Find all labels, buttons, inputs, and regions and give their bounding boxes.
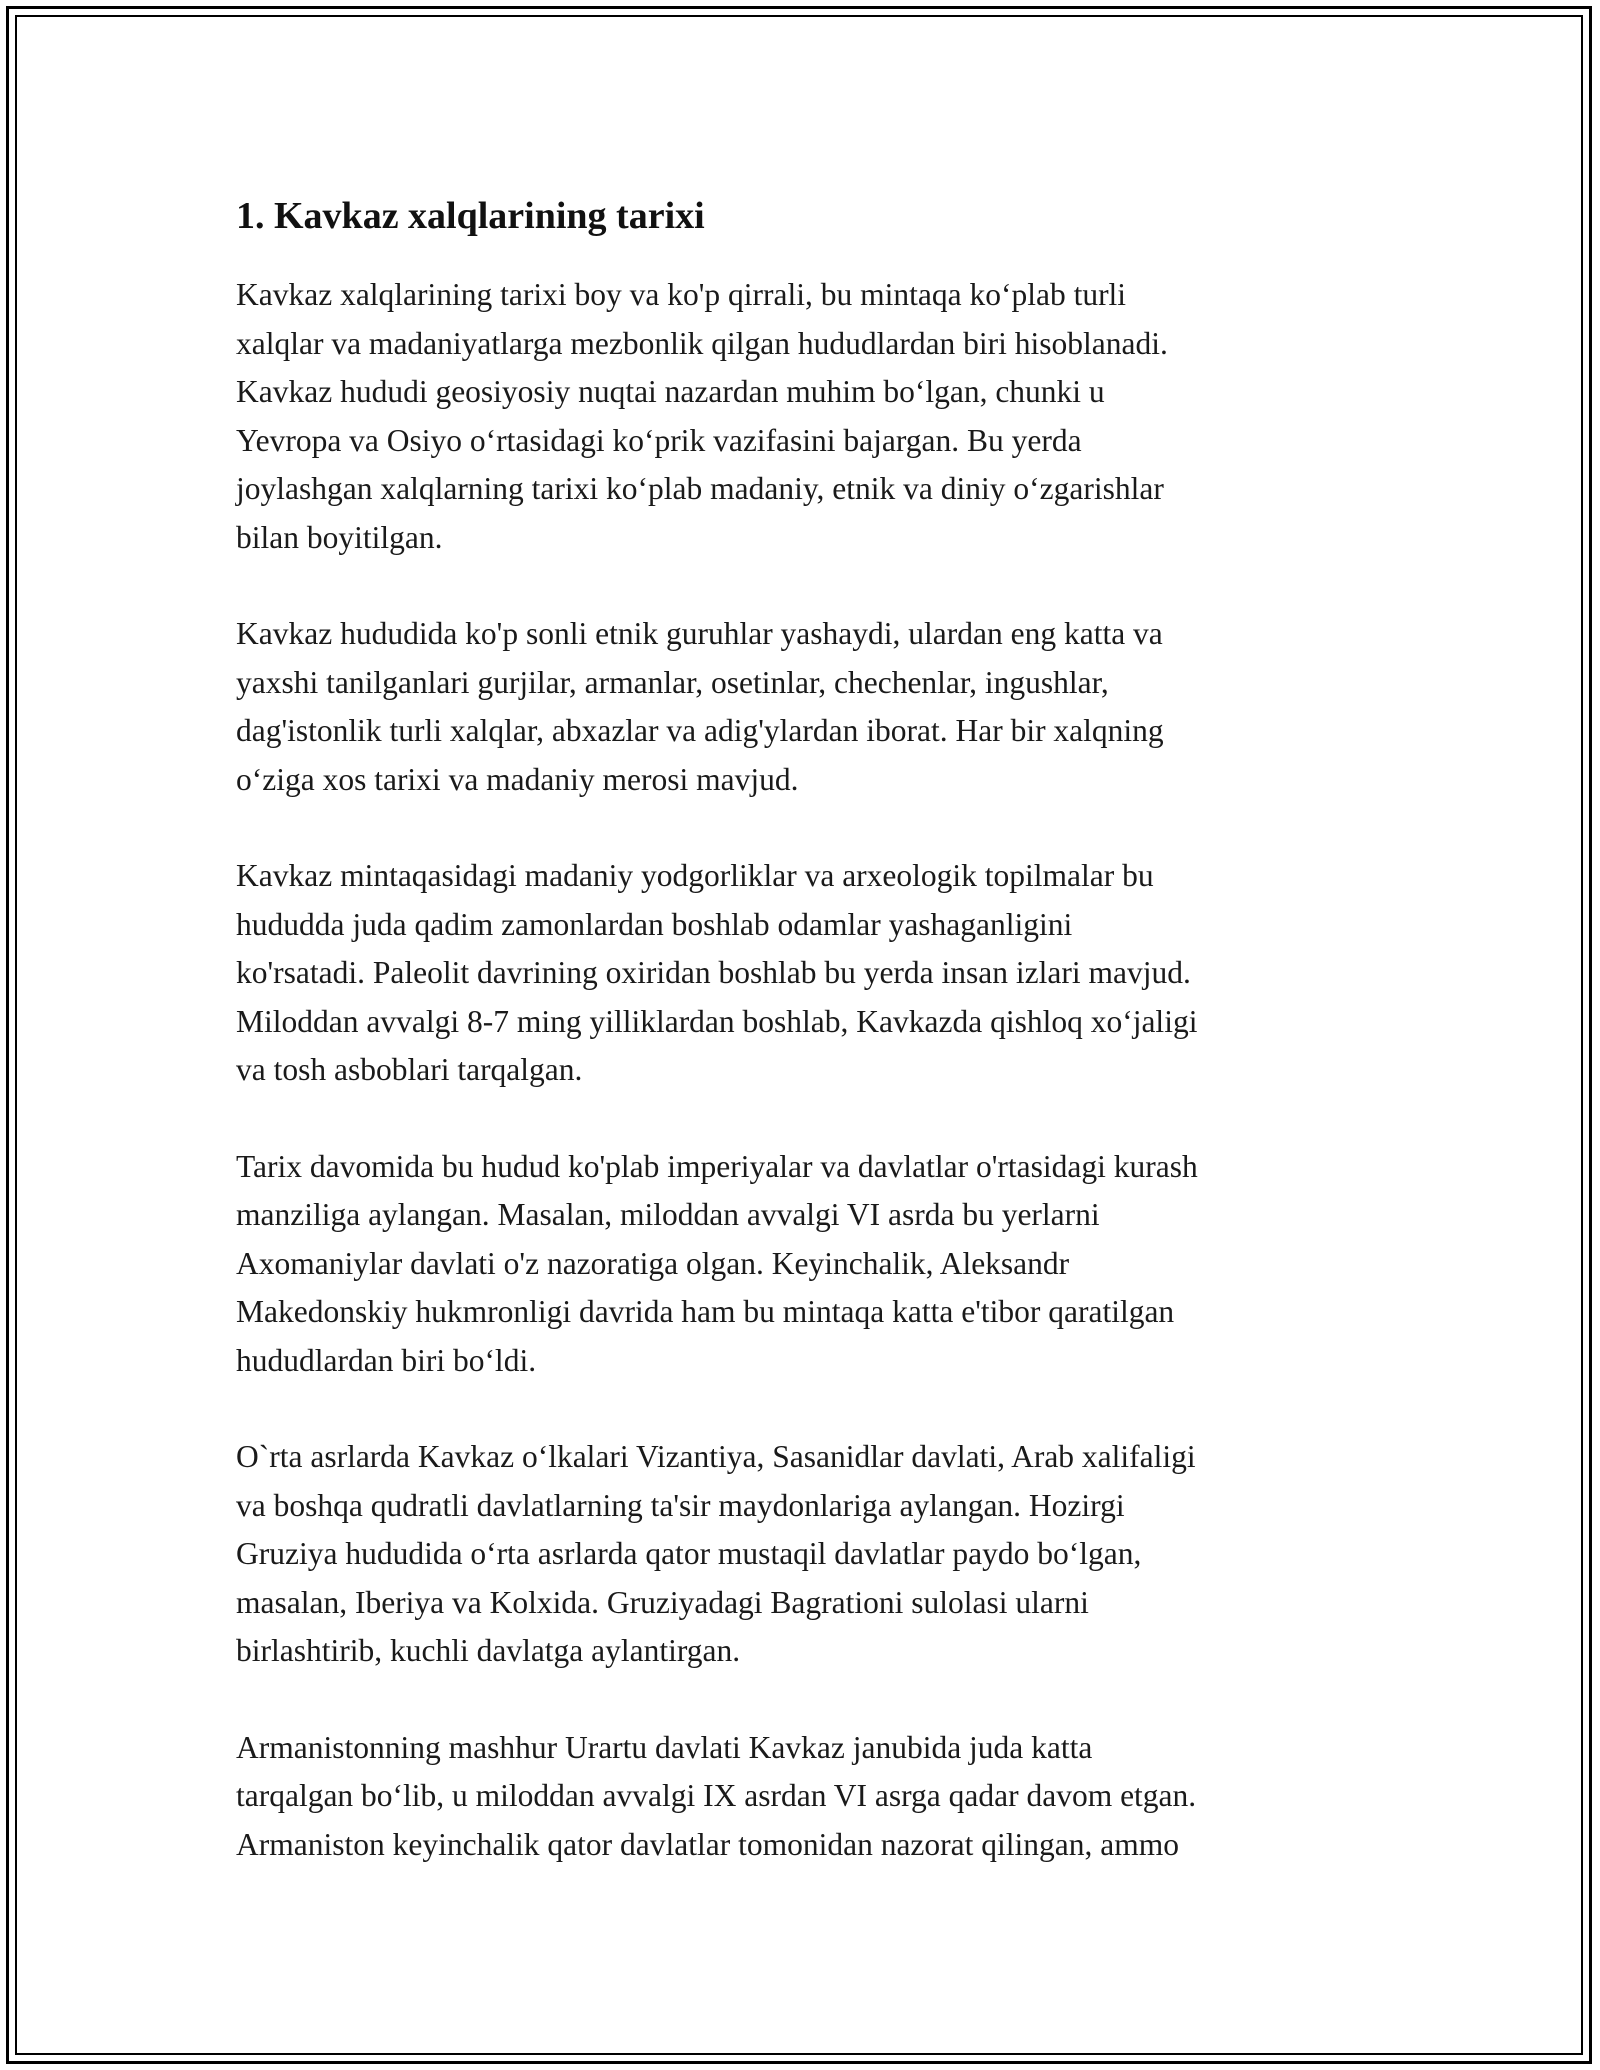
text-line: Armanistonning mashhur Urartu davlati Kavkaz janubida juda katta xyxy=(236,1729,1093,1765)
text-line: bilan boyitilgan. xyxy=(236,519,443,555)
text-line: O`rta asrlarda Kavkaz o‘lkalari Vizantiya, Sasanidlar davlati, Arab xalifaligi xyxy=(236,1439,1196,1474)
text-line: Armaniston keyinchalik qator davlatlar tomonidan nazorat qilingan, ammo xyxy=(236,1826,1179,1862)
text-line: o‘ziga xos tarixi va madaniy merosi mavjud. xyxy=(236,761,799,797)
text-line: yaxshi tanilganlari gurjilar, armanlar, osetinlar, chechenlar, ingushlar, xyxy=(236,664,1109,700)
document-body xyxy=(236,185,1376,1917)
text-line: Gruziya hududida o‘rta asrlarda qator mustaqil davlatlar paydo bo‘lgan, xyxy=(236,1536,1142,1571)
text-line: ko'rsatadi. Paleolit davrining oxiridan boshlab bu yerda insan izlari mavjud. xyxy=(236,955,1191,990)
text-line: birlashtirib, kuchli davlatga aylantirgan. xyxy=(236,1633,741,1668)
text-line: manziliga aylangan. Masalan, miloddan avvalgi VI asrda bu yerlarni xyxy=(236,1197,1100,1232)
paragraph-2 xyxy=(236,610,1376,804)
text-line: va tosh asboblari tarqalgan. xyxy=(236,1052,583,1087)
text-line: Makedonskiy hukmronligi davrida ham bu mintaqa katta e'tibor qaratilgan xyxy=(236,1294,1175,1329)
text-line: hududda juda qadim zamonlardan boshlab odamlar yashaganligini xyxy=(236,906,1073,942)
paragraph-3 xyxy=(236,852,1376,1095)
section-heading: 1. Kavkaz xalqlarining tarixi xyxy=(236,195,705,237)
text-line: Yevropa va Osiyo o‘rtasidagi ko‘prik vazifasini bajargan. Bu yerda xyxy=(236,422,1082,458)
text-line: Kavkaz xalqlarining tarixi boy va ko'p qirrali, bu mintaqa ko‘plab turli xyxy=(236,277,1127,312)
text-line: masalan, Iberiya va Kolxida. Gruziyadagi Bagrationi sulolasi ularni xyxy=(236,1584,1089,1620)
text-line: xalqlar va madaniyatlarga mezbonlik qilgan hududlardan biri hisoblanadi. xyxy=(236,325,1168,361)
paragraph-1 xyxy=(236,271,1376,562)
text-line: dag'istonlik turli xalqlar, abxazlar va adig'ylardan iborat. Har bir xalqning xyxy=(236,713,1164,748)
text-line: Miloddan avvalgi 8-7 ming yilliklardan boshlab, Kavkazda qishloq xo‘jaligi xyxy=(236,1003,1198,1039)
text-line: Kavkaz hududida ko'p sonli etnik guruhlar yashaydi, ulardan eng katta va xyxy=(236,616,1163,651)
text-line: Axomaniylar davlati o'z nazoratiga olgan. Keyinchalik, Aleksandr xyxy=(236,1245,1070,1281)
text-line: joylashgan xalqlarning tarixi ko‘plab madaniy, etnik va diniy o‘zgarishlar xyxy=(236,471,1164,506)
text-line: Kavkaz mintaqasidagi madaniy yodgorliklar va arxeologik topilmalar bu xyxy=(236,858,1154,893)
paragraph-4 xyxy=(236,1143,1376,1386)
text-line: Tarix davomida bu hudud ko'plab imperiyalar va davlatlar o'rtasidagi kurash xyxy=(236,1148,1198,1184)
paragraph-5 xyxy=(236,1433,1376,1676)
text-line: va boshqa qudratli davlatlarning ta'sir maydonlariga aylangan. Hozirgi xyxy=(236,1487,1125,1523)
paragraph-6 xyxy=(236,1724,1376,1870)
text-line: hududlardan biri bo‘ldi. xyxy=(236,1342,537,1378)
text-line: tarqalgan bo‘lib, u miloddan avvalgi IX asrdan VI asrga qadar davom etgan. xyxy=(236,1778,1197,1813)
text-line: Kavkaz hududi geosiyosiy nuqtai nazardan muhim bo‘lgan, chunki u xyxy=(236,374,1105,409)
